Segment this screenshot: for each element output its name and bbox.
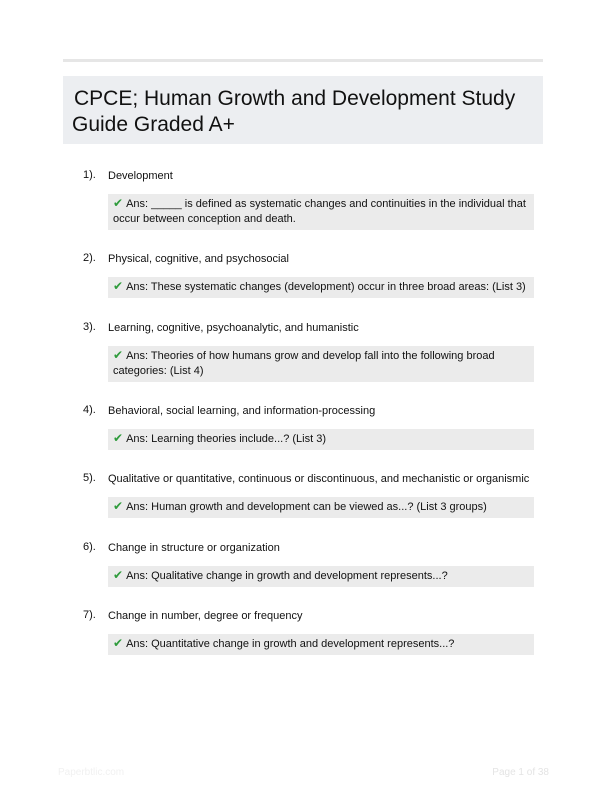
answer-box <box>108 634 534 655</box>
qa-item <box>63 540 543 587</box>
page-indicator: Page 1 of 38 <box>492 767 549 778</box>
question-term: Learning, cognitive, psychoanalytic, and humanistic <box>108 322 359 334</box>
question-number: 4). <box>83 404 96 416</box>
question-term: Change in number, degree or frequency <box>108 610 303 622</box>
question-term: Qualitative or quantitative, continuous or discontinuous, and mechanistic or organismic <box>108 473 530 485</box>
answer-box <box>108 277 534 298</box>
check-icon: ✔ <box>113 431 124 445</box>
answer-text: Ans: Human growth and development can be viewed as...? (List 3 groups) <box>126 501 487 513</box>
answer-text: Ans: These systematic changes (development) occur in three broad areas: (List 3) <box>126 281 526 293</box>
answer-text: Ans: _____ is defined as systematic changes and continuities in the individual that occur between conception and death. <box>113 198 526 225</box>
check-icon: ✔ <box>113 196 124 210</box>
question-number: 1). <box>83 169 96 181</box>
title-banner <box>63 76 543 144</box>
question-number: 6). <box>83 541 96 553</box>
question-term: Development <box>108 170 173 182</box>
qa-item <box>63 471 543 518</box>
answer-text: Ans: Theories of how humans grow and develop fall into the following broad categories: (List 4) <box>113 350 495 377</box>
check-icon: ✔ <box>113 279 124 293</box>
check-icon: ✔ <box>113 499 124 513</box>
question-row <box>63 403 543 423</box>
qa-item <box>63 320 543 382</box>
answer-box <box>108 429 534 450</box>
question-term: Physical, cognitive, and psychosocial <box>108 253 289 265</box>
question-number: 5). <box>83 472 96 484</box>
top-divider <box>63 59 543 62</box>
qa-item <box>63 608 543 655</box>
question-number: 7). <box>83 609 96 621</box>
qa-item <box>63 251 543 298</box>
answer-text: Ans: Quantitative change in growth and development represents...? <box>126 638 455 650</box>
check-icon: ✔ <box>113 568 124 582</box>
page-title: CPCE; Human Growth and Development Study Guide Graded A+ <box>72 87 516 136</box>
answer-text: Ans: Qualitative change in growth and development represents...? <box>126 570 448 582</box>
question-row <box>63 320 543 340</box>
check-icon: ✔ <box>113 348 124 362</box>
qa-item <box>63 403 543 450</box>
answer-text: Ans: Learning theories include...? (List 3) <box>126 433 327 445</box>
question-row <box>63 471 543 491</box>
answer-box <box>108 566 534 587</box>
answer-box <box>108 194 534 230</box>
answer-box <box>108 346 534 382</box>
question-term: Behavioral, social learning, and information-processing <box>108 405 376 417</box>
question-term: Change in structure or organization <box>108 542 280 554</box>
question-number: 3). <box>83 321 96 333</box>
question-row <box>63 608 543 628</box>
question-row <box>63 251 543 271</box>
qa-item <box>63 168 543 230</box>
question-row <box>63 168 543 188</box>
check-icon: ✔ <box>113 636 124 650</box>
answer-box <box>108 497 534 518</box>
question-number: 2). <box>83 252 96 264</box>
question-row <box>63 540 543 560</box>
footer-watermark: Paperbtlic.com <box>58 767 125 778</box>
